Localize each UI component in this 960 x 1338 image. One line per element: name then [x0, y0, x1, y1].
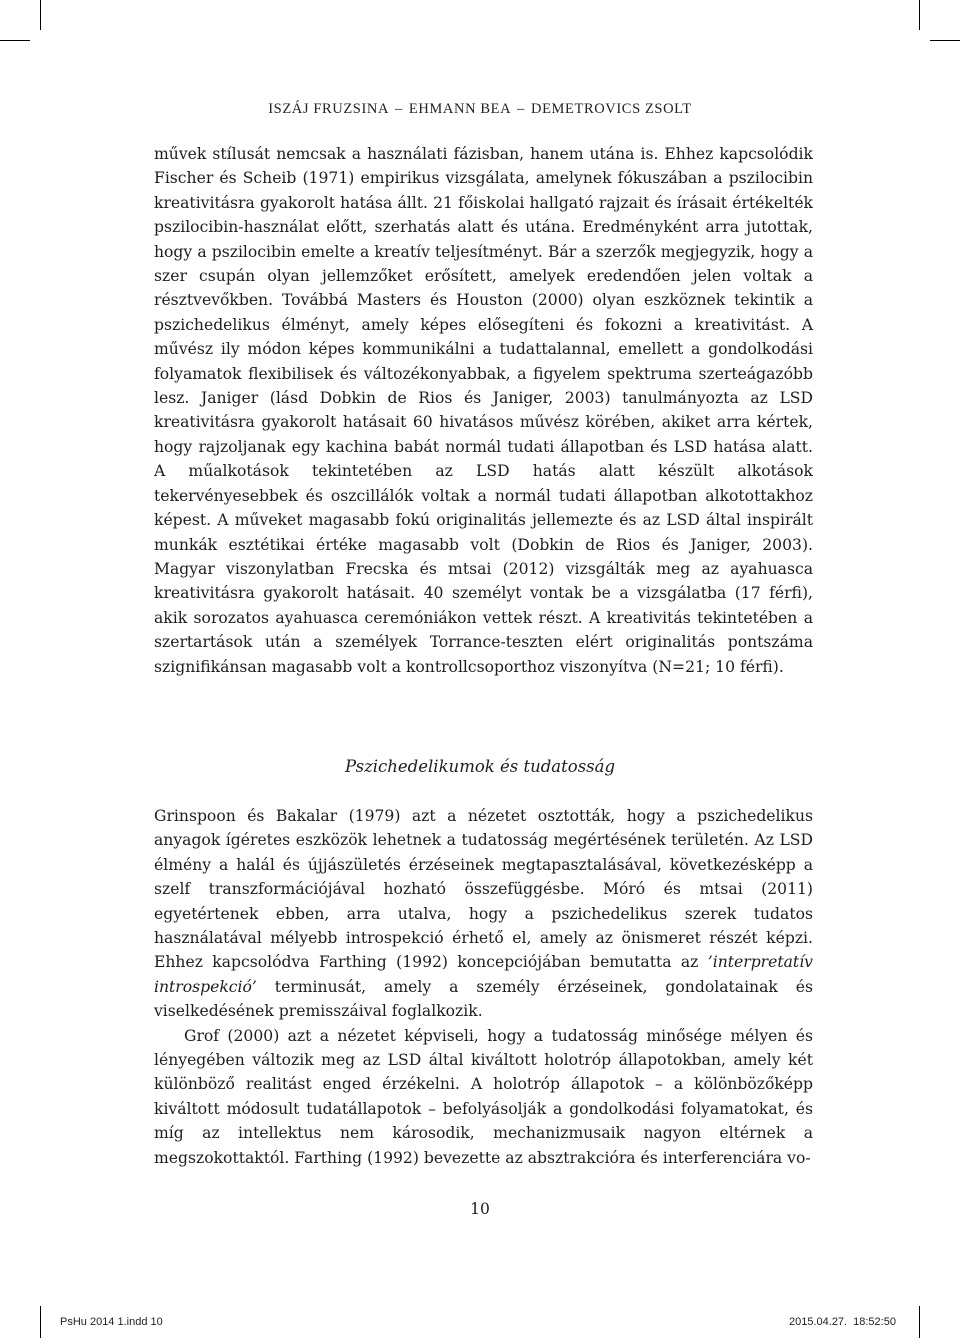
paragraph-2 [154, 804, 813, 1024]
crop-mark-top-right-v [919, 0, 920, 30]
section-heading: Pszichedelikumok és tudatosság [344, 757, 616, 776]
running-header [0, 101, 960, 118]
slug-timestamp [789, 1316, 902, 1328]
crop-mark-bottom-right-v [919, 1306, 920, 1338]
crop-mark-top-left-h [0, 40, 30, 41]
body-block-2 [154, 804, 813, 1170]
paragraph-1: művek stílusát nemcsak a használati fázisban, hanem utána is. Ehhez kapcsolódik Fischer és Scheib (1971) empirikus vizsgálata, amelynek fókuszában a pszilocibin kreativitásra gyakorolt hatása állt. 21 főiskolai hallgató rajzait és írásait értékelték pszilocibin-használat előtt, szerhatás alatt és utána. Eredményként arra jutottak, hogy a pszilocibin emelte a kreatív teljesítményt. Bár a szerzők megjegyzik, hogy a szer csupán olyan jellemzőket erősített, amelyek eredendően jelen voltak a résztvevőkben. Továbbá Masters és Houston (2000) olyan eszköznek tekintik a pszichedelikus élményt, amely képes elősegíteni és fokozni a kreativitást. A művész ily módon képes kommunikálni a tudattalannal, emellett a gondolkodási folyamatok flexibilisek és változékonyabbak, a figyelem spektruma szerteágazóbb lesz. Janiger (lásd Dobkin de Rios és Janiger, 2003) tanulmányozta az LSD kreativitásra gyakorolt hatásait 60 hivatásos művész körében, akiket arra kértek, hogy rajzoljanak egy kachina babát normál tudati állapotban és LSD hatása alatt. A műalkotások tekintetében az LSD hatás alatt készült alkotások tekervényesebbek és oszcillálók voltak a normál tudati állapotban alkotottakhoz képest. A műveket magasabb fokú originalitás jellemezte és az LSD által inspirált munkák esztétikai értéke magasabb volt (Dobkin de Rios és Janiger, 2003). Magyar viszonylatban Frecska és mtsai (2012) vizsgálták meg az ayahuasca kreativitásra gyakorolt hatásait. 40 személyt vontak be a vizsgálatba (17 férfi), akik sorozatos ayahuasca ceremóniákon vettek részt. A kreativitás tekintetében a szertartások után a személyek Torrance-teszten elért originalitás pontszáma szignifikánsan magasabb volt a kontrollcsoporthoz viszonyítva (N=21; 10 férfi). [154, 145, 813, 676]
header-separator-2: – [517, 101, 526, 117]
crop-mark-top-left-v [40, 0, 41, 30]
paragraph-2-part-1: Grinspoon és Bakalar (1979) azt a nézetet osztották, hogy a pszichedelikus anyagok ígéretes eszközök lehetnek a tudatosság megértésének területén. Az LSD élmény a halál és újjászületés érzéseinek megtapasztalásával, következésképp a szelf transzformációjával hozható összefüggésbe. Móró és mtsai (2011) egyetértenek ebben, arra utalva, hogy a pszichedelikus szerek tudatos használatával mélyebb introspekció érhető el, amely az önismeret részét képzi. Ehhez kapcsolódva Farthing (1992) koncepciójában bemutatta az [154, 807, 813, 972]
paragraph-2-part-2: terminusát, amely a személy érzéseinek, gondolatainak és viselkedésének premisszáival foglalkozik. [154, 977, 813, 1021]
crop-mark-bottom-left-v [40, 1306, 41, 1338]
header-author-2: EHMANN BEA [408, 101, 512, 117]
crop-mark-top-right-h [930, 40, 960, 41]
header-separator-1: – [395, 101, 403, 117]
slug-time: 18:52:50 [853, 1316, 896, 1328]
paragraph-2-italic-term: ’interpretatív introspekció’ [154, 953, 813, 996]
body-block-1 [154, 142, 813, 679]
slug-date: 2015.04.27. [789, 1316, 848, 1328]
paragraph-3: Grof (2000) azt a nézetet képviseli, hogy a tudatosság minősége mélyen és lényegében változik meg az LSD által kiváltott holotróp állapotokban, amely két különböző realitást enged érzékelni. A holotróp állapotok – a kölönbözőképp kiváltott módosult tudatállapotok – befolyásolják a gondolkodási folyamatokat, és míg az intellektus nem károsodik, mechanizmusaik nagyon eltérnek a megszokottaktól. Farthing (1992) bevezette az absztrakcióra és interferenciára vo- [154, 1026, 813, 1167]
slug-file-info: PsHu 2014 1.indd 10 [60, 1316, 163, 1328]
page-number: 10 [470, 1200, 490, 1218]
header-author-1: ISZÁJ FRUZSINA [268, 101, 390, 117]
header-author-3: DEMETROVICS ZSOLT [531, 101, 692, 117]
